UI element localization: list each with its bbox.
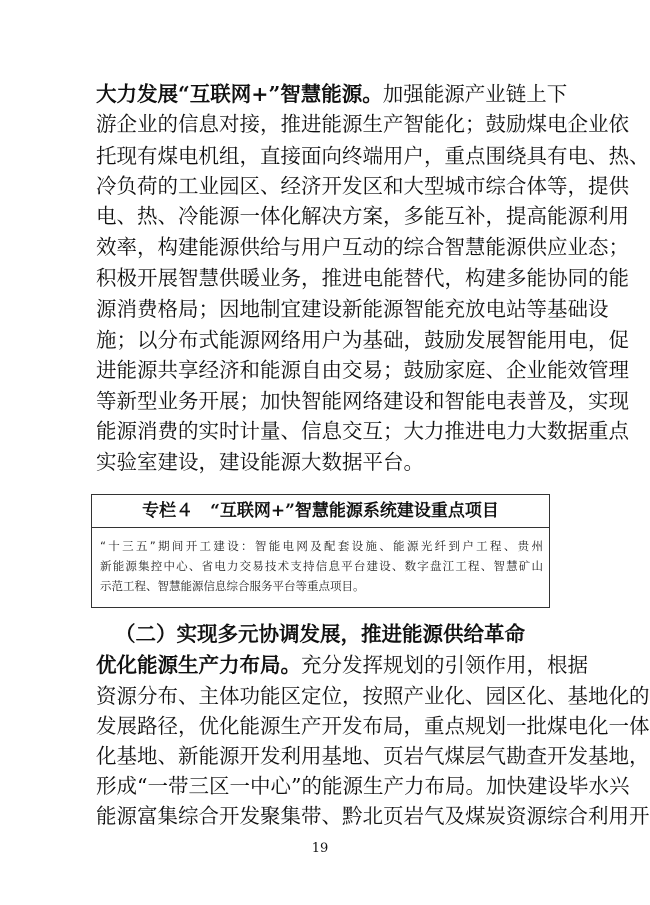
paragraph-line: 形成“一带三区一中心”的能源生产力布局。加快建设毕水兴 [96,774,630,798]
special-column-line: 新能源集控中心、省电力交易技术支持信息平台建设、数字盘江工程、智慧矿山 [100,559,543,573]
paragraph-text: 加强能源产业链上下 [382,82,568,106]
paragraph-line: 能源富集综合开发聚集带、黔北页岩气及煤炭资源综合利用开 [96,804,650,828]
paragraph-line: 托现有煤电机组，直接面向终端用户，重点围绕具有电、热、 [96,144,650,168]
paragraph-line [96,650,588,680]
paragraph-line: 效率，构建能源供给与用户互动的综合智慧能源供应业态； [96,235,629,259]
paragraph-line: 游企业的信息对接，推进能源生产智能化；鼓励煤电企业依 [96,112,629,136]
paragraph-line: 积极开展智慧供暖业务，推进电能替代，构建多能协同的能 [96,266,629,290]
paragraph-line: 进能源共享经济和能源自由交易；鼓励家庭、企业能效管理 [96,358,629,382]
paragraph-line: 发展路径，优化能源生产开发布局，重点规划一批煤电化一体 [96,714,650,738]
paragraph-line: 源消费格局；因地制宜建设新能源智能充放电站等基础设 [96,297,609,321]
paragraph-line: 施；以分布式能源网络用户为基础，鼓励发展智能用电，促 [96,328,629,352]
paragraph-heading: 优化能源生产力布局。 [96,653,301,677]
paragraph-line: 化基地、新能源开发利用基地、页岩气煤层气勘查开发基地， [96,744,650,768]
paragraph-line: 资源分布、主体功能区定位，按照产业化、园区化、基地化的 [96,684,650,708]
paragraph-line: 冷负荷的工业园区、经济开发区和大型城市综合体等，提供 [96,174,629,198]
paragraph-line: 能源消费的实时计量、信息交互；大力推进电力大数据重点 [96,419,629,443]
section-heading: （二）实现多元协调发展，推进能源供给革命 [115,622,525,646]
paragraph-text: 充分发挥规划的引领作用，根据 [301,653,588,677]
page-number: 19 [311,841,329,856]
paragraph-line: 实验室建设，建设能源大数据平台。 [96,450,424,474]
special-column-line: “十三五”期间开工建设：智能电网及配套设施、能源光纤到户工程、贵州 [100,539,543,553]
paragraph-line: 电、热、冷能源一体化解决方案，多能互补，提高能源利用 [96,204,629,228]
paragraph-heading: 大力发展“互联网+”智慧能源。 [96,82,383,106]
special-column-line: 示范工程、智慧能源信息综合服务平台等重点项目。 [100,579,365,593]
special-column-title: 专栏４ “互联网+”智慧能源系统建设重点项目 [92,495,549,528]
paragraph-line [96,79,568,109]
special-column-box [91,494,550,608]
paragraph-line: 等新型业务开展；加快智能网络建设和智能电表普及，实现 [96,389,629,413]
